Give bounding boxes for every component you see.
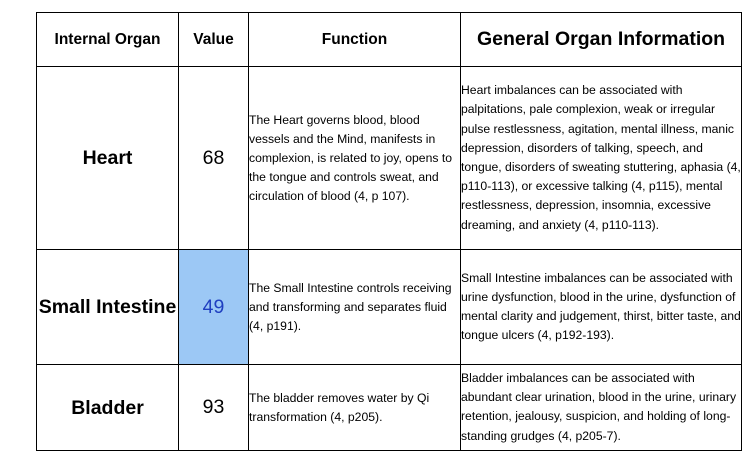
header-organ: Internal Organ xyxy=(37,13,179,67)
organ-name: Heart xyxy=(37,67,179,250)
organ-info: Small Intestine imbalances can be associated with urine dysfunction, blood in the urine, dysfunction of mental clarity and judgement, thirst, bitter taste, and tongue ulcers (4, p192-193). xyxy=(461,250,742,365)
organ-value-highlighted: 49 xyxy=(179,250,249,365)
table-row xyxy=(37,250,742,365)
organ-function: The Heart governs blood, blood vessels and the Mind, manifests in complexion, is related to joy, opens to the tongue and controls sweat, and circulation of blood (4, p 107). xyxy=(249,67,461,250)
organ-info: Bladder imbalances can be associated with abundant clear urination, blood in the urine, urinary retention, jealousy, suspicion, and holding of long-standing grudges (4, p205-7). xyxy=(461,365,742,451)
organ-table xyxy=(36,12,742,451)
header-value: Value xyxy=(179,13,249,67)
organ-name: Small Intestine xyxy=(37,250,179,365)
organ-name: Bladder xyxy=(37,365,179,451)
organ-value: 68 xyxy=(179,67,249,250)
organ-info: Heart imbalances can be associated with palpitations, pale complexion, weak or irregular pulse restlessness, agitation, mental illness, manic depression, disorders of talking, speech, and tongue, disorders of sweating stuttering, aphasia (4, p110-113), or excessive talking (4, p115), mental restlessness, depression, insomnia, excessive dreaming, and anxiety (4, p110-113). xyxy=(461,67,742,250)
table-row xyxy=(37,67,742,250)
organ-function: The bladder removes water by Qi transformation (4, p205). xyxy=(249,365,461,451)
organ-value: 93 xyxy=(179,365,249,451)
header-function: Function xyxy=(249,13,461,67)
organ-function: The Small Intestine controls receiving and transforming and separates fluid (4, p191). xyxy=(249,250,461,365)
table-row xyxy=(37,365,742,451)
header-info: General Organ Information xyxy=(461,13,742,67)
header-row xyxy=(37,13,742,67)
